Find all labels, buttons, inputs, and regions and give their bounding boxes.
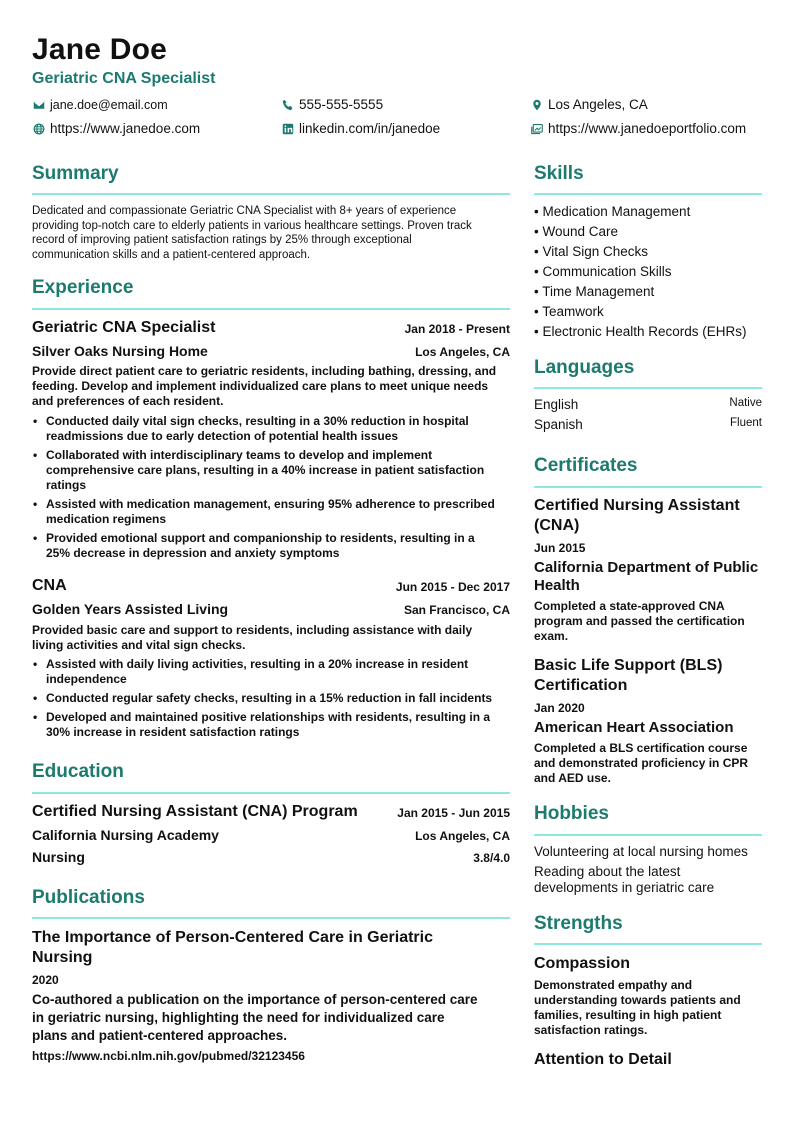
portfolio-icon <box>530 122 544 136</box>
education-field: Nursing <box>32 849 85 865</box>
hobbies-heading: Hobbies <box>534 803 609 824</box>
list-item: • Vital Sign Checks <box>534 242 747 262</box>
languages-heading: Languages <box>534 357 635 378</box>
experience-divider <box>32 308 510 310</box>
list-item: • Wound Care <box>534 222 747 242</box>
list-item: • Assisted with medication management, ensuring 95% adherence to prescribed medication regimens <box>32 497 502 527</box>
education-location: Los Angeles, CA <box>415 829 510 843</box>
skills-list <box>534 202 747 342</box>
contact-email[interactable]: jane.doe@email.com <box>32 98 168 112</box>
contact-location: Los Angeles, CA <box>530 97 648 112</box>
linkedin-icon <box>281 122 295 136</box>
language-name: English <box>534 397 579 412</box>
certificate-description: Completed a state-approved CNA program and passed the certification exam. <box>534 599 745 643</box>
strengths-divider <box>534 943 762 945</box>
list-item: • Electronic Health Records (EHRs) <box>534 322 747 342</box>
certificate-date: Jan 2020 <box>534 701 585 715</box>
strength-description: Demonstrated empathy and understanding towards patients and families, resulting in high patient satisfaction ratings. <box>534 978 741 1037</box>
list-item: • Teamwork <box>534 302 747 322</box>
publication-title: The Importance of Person-Centered Care in Geriatric Nursing <box>32 929 433 966</box>
list-item: • Provided emotional support and companionship to residents, resulting in a 25% decrease in depression and anxiety symptoms <box>32 531 502 561</box>
job-description: Provide direct patient care to geriatric residents, including bathing, dressing, and feeding. Develop and implement individualized care plans to meet unique needs and preferences of each resident. <box>32 364 497 408</box>
certificate-org: California Department of Public Health <box>534 559 759 594</box>
candidate-name: Jane Doe <box>32 33 167 66</box>
certificates-divider <box>534 486 762 488</box>
job-org: Golden Years Assisted Living <box>32 601 229 617</box>
job-bullets <box>32 657 506 744</box>
summary-text: Dedicated and compassionate Geriatric CNA Specialist with 8+ years of experience providing top-notch care to elderly patients in various healthcare settings. Proven track record of improving patient satisfaction ratings by 25% through exceptional communication skills and a patient-centered approach. <box>32 205 472 261</box>
map-pin-icon <box>530 98 544 112</box>
contact-phone[interactable]: 555-555-5555 <box>281 97 383 112</box>
certificate-name: Basic Life Support (BLS) Certification <box>534 657 723 694</box>
job-org: Silver Oaks Nursing Home <box>32 343 208 359</box>
contact-portfolio[interactable]: https://www.janedoeportfolio.com <box>530 121 746 136</box>
list-item: • Developed and maintained positive relationships with residents, resulting in a 30% increase in resident satisfaction ratings <box>32 710 506 740</box>
education-school: California Nursing Academy <box>32 827 219 843</box>
certificate-description: Completed a BLS certification course and demonstrated proficiency in CPR and AED use. <box>534 741 749 785</box>
job-location: Los Angeles, CA <box>415 345 510 359</box>
language-level: Fluent <box>730 417 762 429</box>
hobbies-divider <box>534 834 762 836</box>
list-item: • Medication Management <box>534 202 747 222</box>
job-bullets <box>32 414 502 565</box>
list-item: • Communication Skills <box>534 262 747 282</box>
list-item: • Conducted daily vital sign checks, resulting in a 30% reduction in hospital readmissions due to early detection of potential health issues <box>32 414 502 444</box>
skills-divider <box>534 193 762 195</box>
publication-description: Co-authored a publication on the importance of person-centered care in geriatric nursing, highlighting the need for individualized care plans and patient-centered approaches. <box>32 992 478 1043</box>
education-divider <box>32 792 510 794</box>
job-description: Provided basic care and support to residents, including assistance with daily living activities and vital sign checks. <box>32 623 473 652</box>
list-item: Volunteering at local nursing homes <box>534 844 748 859</box>
education-dates: Jan 2015 - Jun 2015 <box>397 806 510 820</box>
list-item: • Conducted regular safety checks, resulting in a 15% reduction in fall incidents <box>32 691 506 706</box>
experience-heading: Experience <box>32 277 134 298</box>
languages-divider <box>534 387 762 389</box>
list-item: • Collaborated with interdisciplinary teams to develop and implement comprehensive care plans, resulting in a 40% increase in patient satisfaction ratings <box>32 448 502 493</box>
certificate-date: Jun 2015 <box>534 541 586 555</box>
education-heading: Education <box>32 761 124 782</box>
job-dates: Jan 2018 - Present <box>404 322 510 336</box>
contact-website[interactable]: https://www.janedoe.com <box>32 121 200 136</box>
summary-heading: Summary <box>32 163 119 184</box>
education-program: Certified Nursing Assistant (CNA) Program <box>32 803 358 820</box>
phone-icon <box>281 98 295 112</box>
language-name: Spanish <box>534 417 583 432</box>
publication-link[interactable]: https://www.ncbi.nlm.nih.gov/pubmed/32123456 <box>32 1049 305 1063</box>
list-item: • Assisted with daily living activities, resulting in a 20% increase in resident independence <box>32 657 506 687</box>
publications-divider <box>32 917 510 919</box>
strengths-heading: Strengths <box>534 913 623 934</box>
strength-name: Compassion <box>534 955 631 972</box>
certificates-heading: Certificates <box>534 455 638 476</box>
language-level: Native <box>729 397 762 409</box>
job-title: CNA <box>32 577 67 594</box>
envelope-icon <box>32 98 46 112</box>
skills-heading: Skills <box>534 163 584 184</box>
job-location: San Francisco, CA <box>403 603 510 617</box>
globe-icon <box>32 122 46 136</box>
list-item <box>534 417 762 432</box>
strength-name: Attention to Detail <box>534 1051 672 1068</box>
candidate-title: Geriatric CNA Specialist <box>32 70 216 87</box>
summary-divider <box>32 193 510 195</box>
contact-linkedin[interactable]: linkedin.com/in/janedoe <box>281 121 440 136</box>
publications-heading: Publications <box>32 887 145 908</box>
list-item: Reading about the latest developments in geriatric care <box>534 864 715 895</box>
list-item <box>534 397 762 412</box>
list-item: • Time Management <box>534 282 747 302</box>
education-gpa: 3.8/4.0 <box>473 851 510 865</box>
job-title: Geriatric CNA Specialist <box>32 319 216 336</box>
certificate-name: Certified Nursing Assistant (CNA) <box>534 497 740 534</box>
certificate-org: American Heart Association <box>534 719 734 736</box>
job-dates: Jun 2015 - Dec 2017 <box>395 580 510 594</box>
publication-year: 2020 <box>32 973 59 987</box>
